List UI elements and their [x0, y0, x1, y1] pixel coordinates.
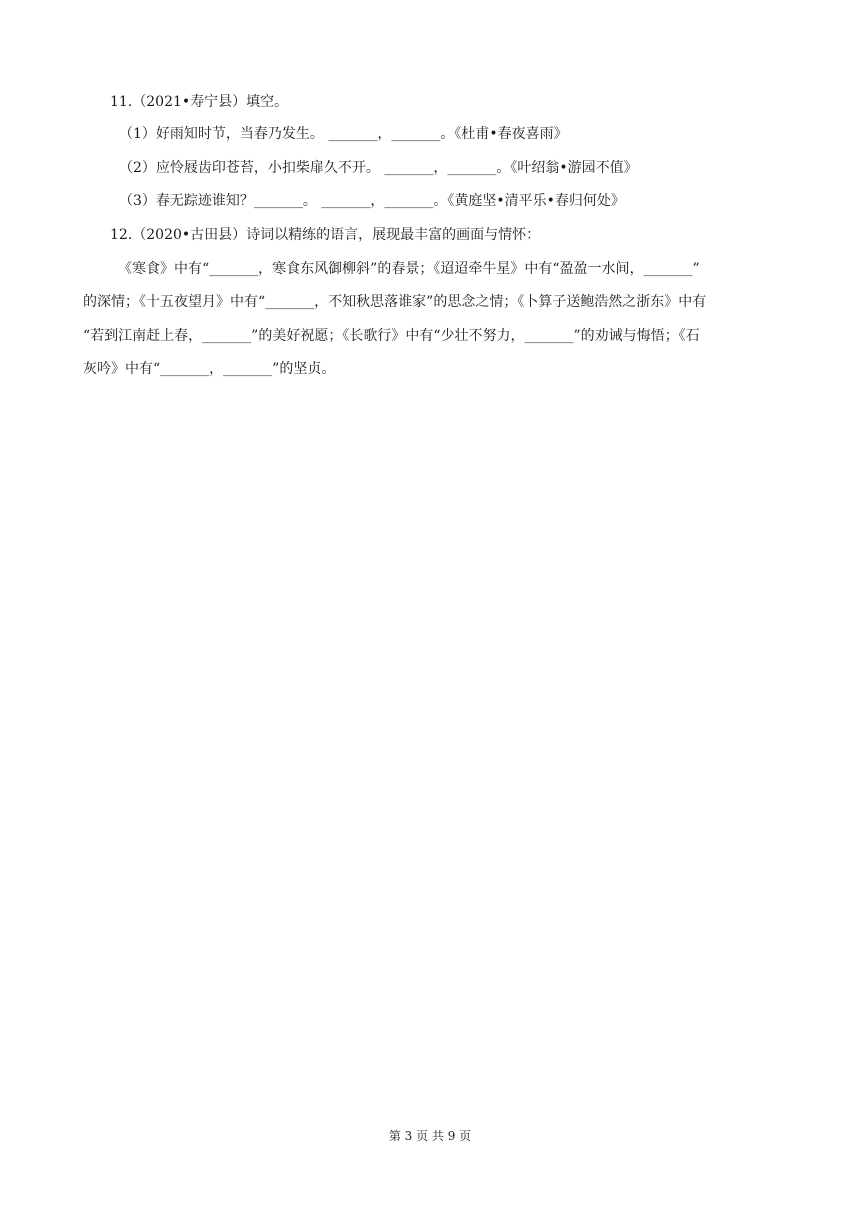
- question-11-item-3: （3）春无踪迹谁知？_______。 _______，_______。《黄庭坚•清平乐•春归何处》: [119, 193, 625, 209]
- page-number-footer: 第 3 页 共 9 页: [388, 1129, 472, 1143]
- question-11-item-1: （1）好雨知时节，当春乃发生。 _______，_______。《杜甫•春夜喜雨》: [119, 126, 568, 142]
- question-12-line-2: 的深情；《十五夜望月》中有“_______，不知秋思落谁家”的思念之情；《卜算子送鲍浩然之浙东》中有: [83, 294, 707, 310]
- question-11-title: 11.（2021•寿宁县）填空。: [110, 94, 289, 110]
- question-12-title: 12.（2020•古田县）诗词以精练的语言，展现最丰富的画面与情怀：: [110, 227, 541, 243]
- question-12-line-3: “若到江南赶上春，_______”的美好祝愿；《长歌行》中有“少壮不努力，_______”的劝诫与悔悟；《石: [83, 328, 700, 344]
- question-12-line-4: 灰吟》中有“_______，_______”的坚贞。: [83, 361, 336, 377]
- question-11-item-2: （2）应怜屐齿印苍苔，小扣柴扉久不开。 _______，_______。《叶绍翁•游园不值》: [119, 160, 638, 176]
- question-12-line-1: 《寒食》中有“_______，寒食东风御柳斜”的春景；《迢迢牵牛星》中有“盈盈一水间，_______”: [118, 261, 700, 277]
